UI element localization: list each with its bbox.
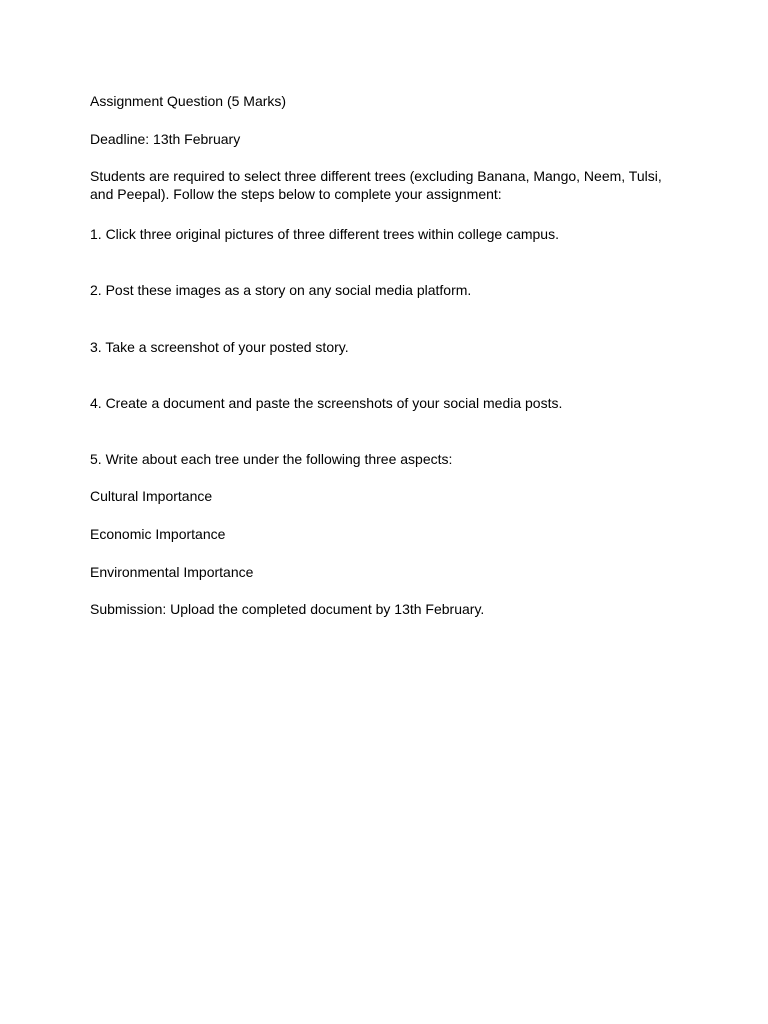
- step-item: 4. Create a document and paste the screenshots of your social media posts.: [90, 395, 563, 411]
- aspect-item: Environmental Importance: [90, 564, 254, 580]
- step-item: 5. Write about each tree under the following three aspects:: [90, 451, 453, 467]
- step-item: 1. Click three original pictures of three different trees within college campus.: [90, 226, 559, 242]
- step-item: 2. Post these images as a story on any social media platform.: [90, 282, 472, 298]
- submission-text: Submission: Upload the completed document by 13th February.: [90, 601, 485, 617]
- aspect-item: Cultural Importance: [90, 488, 213, 504]
- intro-paragraph: Students are required to select three different trees (excluding Banana, Mango, Neem, Tulsi, and Peepal). Follow the steps below to complete your assignment:: [90, 168, 662, 202]
- deadline-text: Deadline: 13th February: [90, 131, 241, 147]
- assignment-title: Assignment Question (5 Marks): [90, 93, 287, 109]
- aspect-item: Economic Importance: [90, 526, 226, 542]
- step-item: 3. Take a screenshot of your posted story.: [90, 339, 349, 355]
